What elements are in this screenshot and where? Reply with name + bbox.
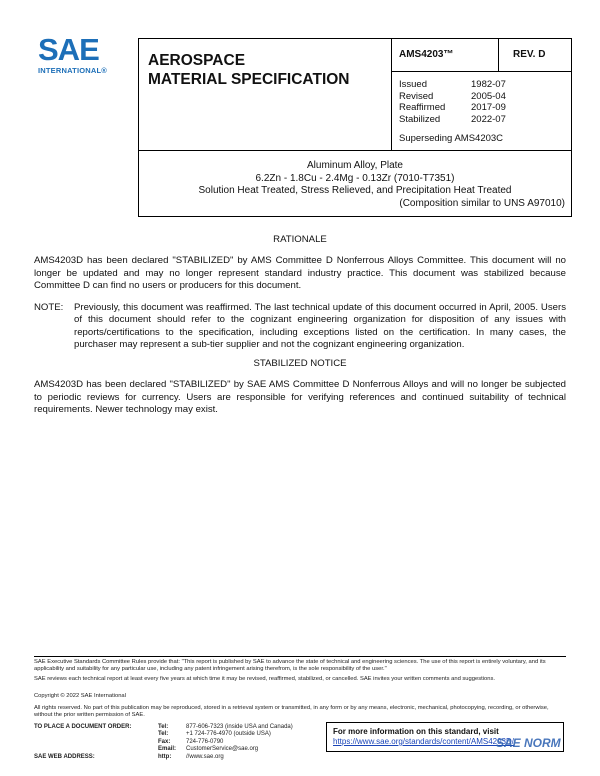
footer-divider — [34, 656, 566, 657]
phone-inside: 877-606-7323 (inside USA and Canada) — [186, 724, 293, 730]
rationale-heading: RATIONALE — [273, 234, 327, 245]
spec-title — [139, 39, 392, 151]
date-row-revised: Revised 2005-04 — [399, 90, 506, 102]
revision-label: REV. D — [499, 39, 571, 72]
rationale-text: AMS4203D has been declared "STABILIZED" by AMS Committee D Nonferrous Alloys Committee. This document will no longer be updated and may no longer represent standard industry practice. This document was stabilized because Committee D can find no users or producers for this document. — [34, 255, 566, 292]
footer-rights: All rights reserved. No part of this publication may be reproduced, stored in a retrieval system or transmitted, in any form or by any means, electronic, mechanical, photocopying, recording, or otherwise, without the prior written permission of SAE. — [34, 705, 549, 719]
logo-mark: SAE — [38, 32, 99, 67]
phone-outside: +1 724-776-4970 (outside USA) — [186, 731, 271, 738]
stabilized-notice-section — [34, 358, 566, 417]
note-label: NOTE: — [34, 302, 64, 313]
note-text: Previously, this document was reaffirmed. The last technical update of this document occurred in April, 2005. Users of this document should refer to the cognizant engineering organization for disposition of any issues with reports/certifications to the specification, including exceptions listed on the certification. In many cases, the purchaser may represent a sub-tier supplier and not the cognizant engineering organization. — [74, 302, 566, 351]
document-header — [138, 38, 572, 151]
rationale-section — [34, 234, 566, 293]
standard-link[interactable]: https://www.sae.org/standards/content/AMS4203D/ — [333, 737, 514, 746]
fax-number: 724-776-0790 — [186, 738, 224, 745]
spec-title-line2: MATERIAL SPECIFICATION — [148, 71, 350, 88]
date-block — [392, 72, 572, 151]
order-label: TO PLACE A DOCUMENT ORDER: — [34, 724, 132, 730]
subject-line3: Solution Heat Treated, Stress Relieved, and Precipitation Heat Treated — [198, 185, 512, 196]
web-label: SAE WEB ADDRESS: — [34, 753, 95, 760]
date-row-reaffirmed: Reaffirmed 2017-09 — [399, 102, 506, 113]
note-section — [34, 302, 566, 352]
web-link[interactable]: //www.sae.org — [186, 753, 224, 760]
email-link[interactable]: CustomerService@sae.org — [186, 746, 259, 753]
contact-block: TO PLACE A DOCUMENT ORDER: Tel: 877-606-7323 (inside USA and Canada) Tel: +1 724-776-4970 (outside USA) Fax: 724-776-0790 Email: CustomerService@sae.org SAE WEB ADDRESS: http: //www.sae.org — [34, 724, 316, 761]
subject-line4: (Composition similar to UNS A97010) — [399, 197, 565, 209]
stamp-text: SAE NORM — [496, 736, 561, 750]
subject-line1: Aluminum Alloy, Plate — [307, 160, 403, 171]
sae-norm-stamp — [496, 736, 568, 764]
footer-copyright: Copyright © 2022 SAE International — [34, 693, 126, 699]
sae-logo — [38, 34, 122, 75]
subject-line2: 6.2Zn - 1.8Cu - 2.4Mg - 0.13Zr (7010-T7351) — [255, 172, 455, 184]
logo-subtitle: INTERNATIONAL® — [38, 66, 108, 75]
stabilized-notice-text: AMS4203D has been declared "STABILIZED" by SAE AMS Committee D Nonferrous Alloys and will no longer be subjected to periodic reviews for currency. Users are responsible for verifying references and continued suitability of technical requirements. Newer technology may exist. — [34, 379, 566, 416]
footer-rules: SAE Executive Standards Committee Rules provide that: "This report is published by SAE to advance the state of technical and engineering sciences. The use of this report is entirely voluntary, and its applicability and suitability for any particular use, including any patent infringement arising therefrom, is the sole responsibility of the user." — [34, 659, 546, 673]
more-info-title: For more information on this standard, visit — [333, 727, 499, 736]
superseding-note: Superseding AMS4203C — [399, 133, 504, 144]
date-row-stabilized: Stabilized 2022-07 — [399, 113, 506, 125]
date-row-issued: Issued 1982-07 — [399, 79, 506, 90]
stabilized-notice-heading: STABILIZED NOTICE — [253, 358, 347, 369]
spec-title-line1: AEROSPACE — [148, 52, 246, 69]
footer-review: SAE reviews each technical report at least every five years at which time it may be revised, reaffirmed, stabilized, or cancelled. SAE invites your written comments and suggestions. — [34, 676, 495, 682]
document-number: AMS4203™ — [392, 39, 499, 72]
subject-block — [138, 151, 572, 217]
